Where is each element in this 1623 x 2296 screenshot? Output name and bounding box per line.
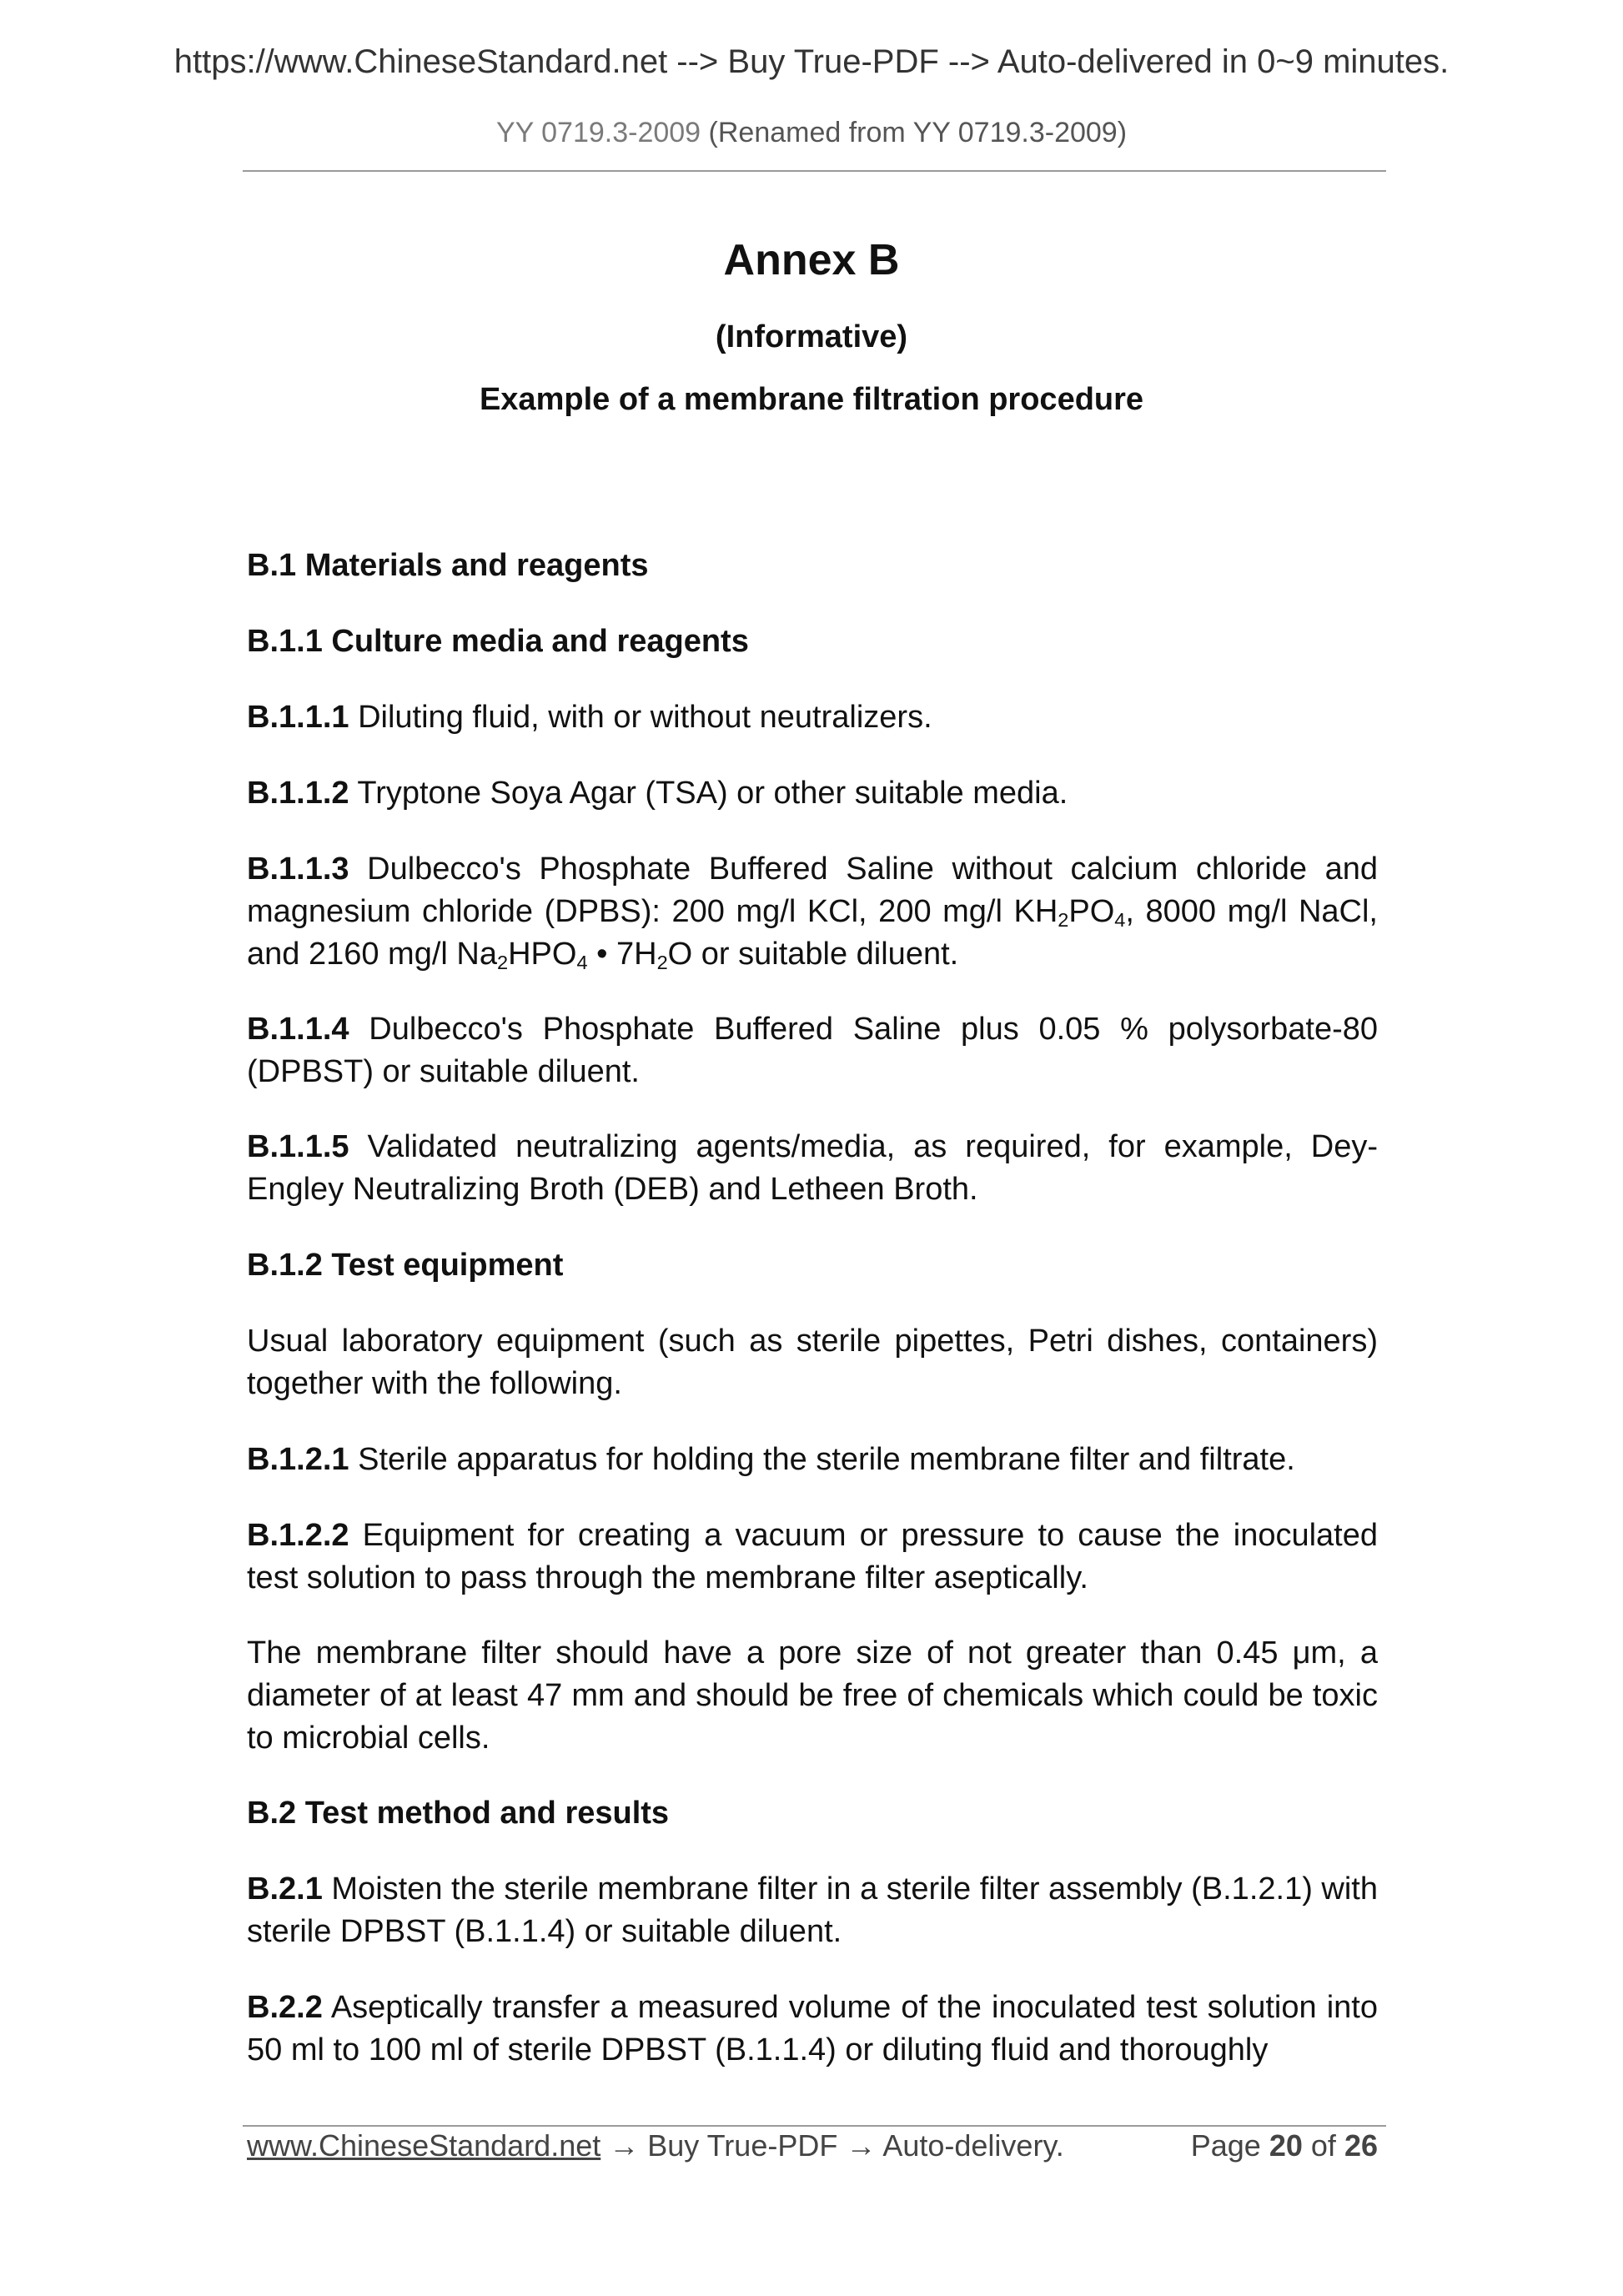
clause-number: B.1.1.4 bbox=[247, 1012, 349, 1047]
page-indicator bbox=[1191, 2128, 1378, 2163]
heading-b1-2: B.1.2 Test equipment bbox=[247, 1248, 564, 1283]
clause-text: • 7H bbox=[587, 937, 657, 972]
heading-b1-1: B.1.1 Culture media and reagents bbox=[247, 624, 749, 659]
clause-text: Aseptically transfer a measured volume of the inoculated test solution into 50 ml to 100 ml of sterile DPBST (B.1.1.4) or diluting fluid and thoroughly bbox=[247, 1990, 1378, 2067]
clause-b1-1-4 bbox=[247, 1008, 1378, 1093]
clause-text: Equipment for creating a vacuum or pressure to cause the inoculated test solution to pass through the membrane filter aseptically. bbox=[247, 1518, 1379, 1595]
footer-divider bbox=[243, 2125, 1386, 2127]
clause-number: B.1.2.2 bbox=[247, 1518, 349, 1553]
clause-text: Dulbecco's Phosphate Buffered Saline without calcium chloride and magnesium chloride (DPBS): 200 mg/l KCl, 200 mg/l KH bbox=[247, 852, 1378, 929]
clause-number: B.2.2 bbox=[247, 1990, 323, 2025]
page-word: Page bbox=[1190, 2128, 1261, 2163]
page-footer bbox=[247, 2128, 1378, 2170]
clause-text: Dulbecco's Phosphate Buffered Saline plus 0.05 % polysorbate-80 (DPBST) or suitable diluent. bbox=[247, 1012, 1379, 1089]
clause-b1-2-2 bbox=[247, 1515, 1378, 1600]
clause-b1-2-1 bbox=[247, 1439, 1378, 1481]
subscript: 2 bbox=[656, 951, 668, 973]
of-word: of bbox=[1310, 2128, 1336, 2163]
subscript: 4 bbox=[1114, 908, 1126, 931]
renamed-note: (Renamed from YY 0719.3-2009) bbox=[708, 117, 1128, 148]
clause-b1-1-1 bbox=[247, 696, 1378, 739]
clause-number: B.1.2.1 bbox=[247, 1442, 349, 1477]
filter-note: The membrane filter should have a pore size of not greater than 0.45 μm, a diameter of at least 47 mm and should be free of chemicals which could be toxic to microbial cells. bbox=[247, 1635, 1378, 1756]
subscript: 2 bbox=[1058, 908, 1069, 931]
heading-b1: B.1 Materials and reagents bbox=[247, 548, 649, 583]
page-total: 26 bbox=[1344, 2128, 1378, 2163]
clause-b2-1 bbox=[247, 1868, 1378, 1953]
site-link[interactable]: www.ChineseStandard.net bbox=[247, 2128, 601, 2163]
clause-number: B.1.1.5 bbox=[247, 1129, 349, 1164]
annex-title: Annex B bbox=[723, 236, 900, 284]
footer-left bbox=[247, 2128, 1064, 2163]
clause-b1-1-5 bbox=[247, 1126, 1378, 1211]
page-current: 20 bbox=[1269, 2128, 1303, 2163]
subscript: 4 bbox=[576, 951, 588, 973]
clause-text: O or suitable diluent. bbox=[667, 937, 959, 972]
clause-text: Sterile apparatus for holding the sterile membrane filter and filtrate. bbox=[358, 1442, 1295, 1477]
document-code: YY 0719.3-2009 bbox=[495, 117, 701, 148]
clause-text: Moisten the sterile membrane filter in a sterile filter assembly (B.1.2.1) with sterile DPBST (B.1.1.4) or suitable diluent. bbox=[247, 1871, 1378, 1949]
clause-text: Diluting fluid, with or without neutralizers. bbox=[358, 700, 932, 735]
clause-text: , 8000 mg/l NaCl, and 2160 mg/l Na bbox=[247, 894, 1378, 972]
annex-kind: (Informative) bbox=[715, 319, 908, 354]
clause-text: HPO bbox=[508, 937, 577, 972]
equipment-intro: Usual laboratory equipment (such as sterile pipettes, Petri dishes, containers) together with the following. bbox=[247, 1324, 1378, 1401]
clause-number: B.1.1.2 bbox=[247, 776, 349, 811]
clause-text: Validated neutralizing agents/media, as required, for example, Dey-Engley Neutralizing Broth (DEB) and Letheen Broth. bbox=[247, 1129, 1379, 1207]
clause-text: Tryptone Soya Agar (TSA) or other suitable media. bbox=[357, 776, 1068, 811]
clause-text: PO bbox=[1068, 894, 1115, 929]
annex-subject: Example of a membrane filtration procedure bbox=[479, 382, 1144, 417]
clause-number: B.1.1.3 bbox=[247, 852, 349, 887]
clause-b1-1-3 bbox=[247, 848, 1378, 976]
clause-number: B.2.1 bbox=[247, 1871, 323, 1907]
heading-b2: B.2 Test method and results bbox=[247, 1796, 670, 1831]
clause-b1-1-2 bbox=[247, 772, 1378, 815]
header-divider bbox=[243, 170, 1386, 172]
footer-tagline: → Buy True-PDF → Auto-delivery. bbox=[609, 2128, 1064, 2163]
clause-number: B.1.1.1 bbox=[247, 700, 349, 735]
running-header bbox=[0, 117, 1623, 149]
top-banner: https://www.ChineseStandard.net --> Buy True-PDF --> Auto-delivered in 0~9 minutes. bbox=[173, 43, 1450, 80]
clause-b2-2 bbox=[247, 1987, 1378, 2072]
subscript: 2 bbox=[496, 951, 509, 973]
